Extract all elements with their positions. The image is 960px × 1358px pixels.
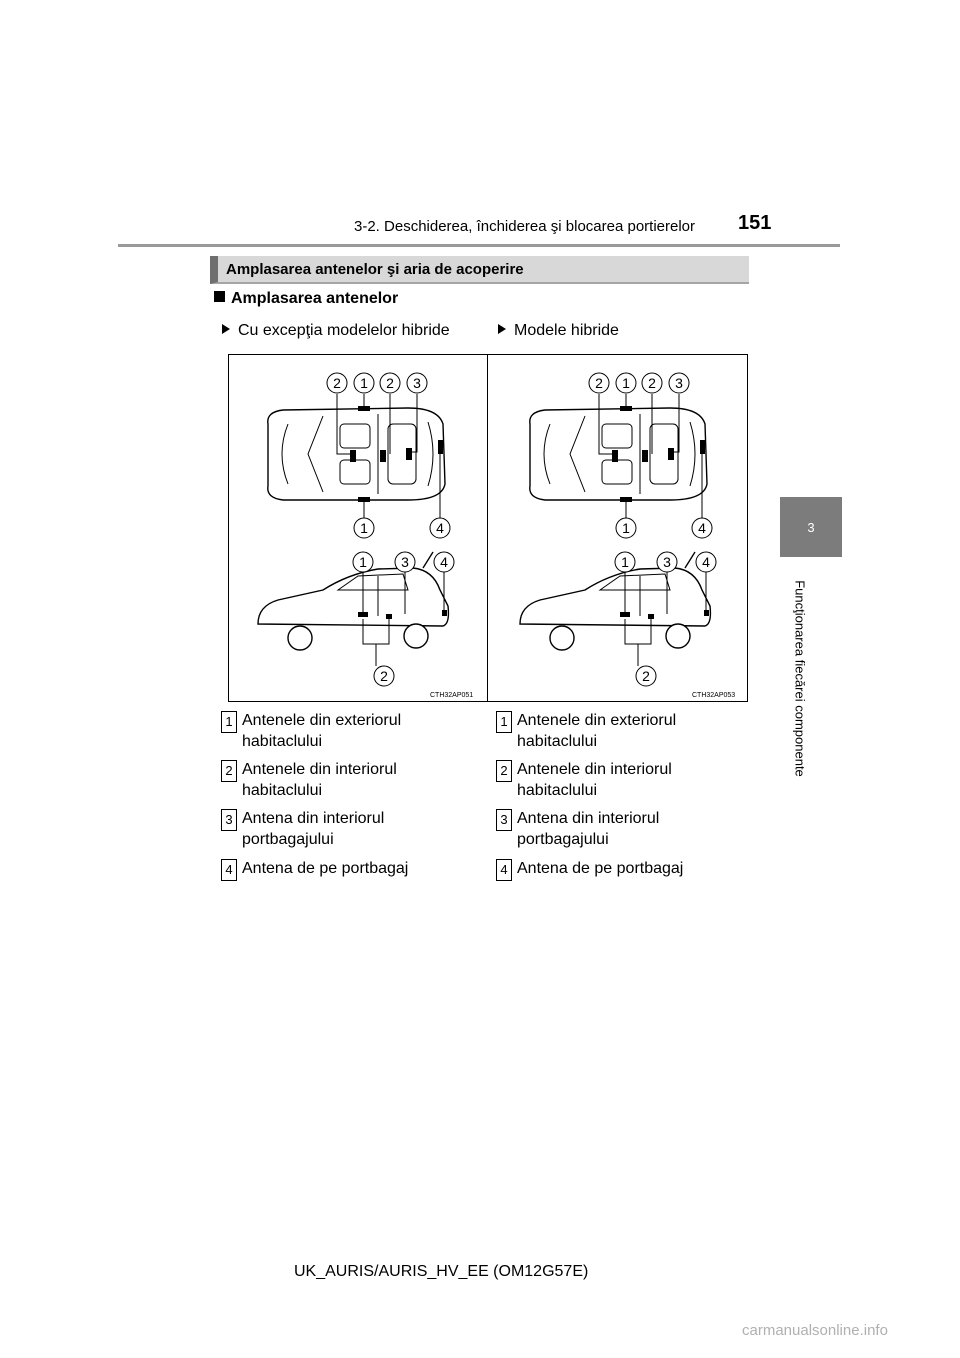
svg-text:3: 3 xyxy=(401,554,409,570)
svg-text:3: 3 xyxy=(663,554,671,570)
svg-text:3: 3 xyxy=(413,375,421,391)
legend-number: 2 xyxy=(496,760,512,782)
legend-text: Antenele din exteriorul habitaclului xyxy=(242,712,402,750)
callout-marker xyxy=(430,518,450,538)
callout-marker xyxy=(669,373,689,393)
chapter-tab xyxy=(780,497,842,557)
callout-marker xyxy=(636,666,656,686)
running-header: 3-2. Deschiderea, închiderea şi blocarea portierelor xyxy=(354,218,696,235)
square-bullet-icon xyxy=(214,291,225,302)
subsection-title: Amplasarea antenelor xyxy=(231,290,399,307)
column-label-non-hybrid xyxy=(222,322,450,340)
legend-number: 4 xyxy=(496,859,512,881)
column-label-hybrid xyxy=(498,322,619,340)
legend-number: 4 xyxy=(221,859,237,881)
callout-marker xyxy=(657,552,677,572)
svg-text:2: 2 xyxy=(642,668,650,684)
svg-text:2: 2 xyxy=(386,375,394,391)
callout-marker xyxy=(616,518,636,538)
legend-number: 1 xyxy=(496,711,512,733)
subsection-heading xyxy=(214,290,398,308)
watermark: carmanualsonline.info xyxy=(742,1322,888,1339)
callout-marker xyxy=(692,518,712,538)
svg-text:2: 2 xyxy=(333,375,341,391)
svg-text:4: 4 xyxy=(698,520,706,536)
column-label-text: Cu excepţia modelelor hibride xyxy=(238,322,450,339)
legend-text: Antena de pe portbagaj xyxy=(517,860,684,877)
callout-marker xyxy=(354,373,374,393)
triangle-bullet-icon xyxy=(498,324,506,334)
chapter-number: 3 xyxy=(807,519,815,535)
chapter-label-vertical xyxy=(785,566,808,796)
callout-marker xyxy=(696,552,716,572)
figure-code-left: CTH32AP051 xyxy=(430,692,474,699)
antenna-diagram xyxy=(228,354,748,702)
callout-marker xyxy=(395,552,415,572)
legend-text: Antenele din interiorul habitaclului xyxy=(517,761,672,799)
legend-text: Antenele din interiorul habitaclului xyxy=(242,761,397,799)
legend-text: Antenele din exteriorul habitaclului xyxy=(517,712,677,750)
svg-text:1: 1 xyxy=(359,554,367,570)
page-number: 151 xyxy=(738,212,772,234)
chapter-label: Funcţionarea fiecărei componente xyxy=(792,580,808,777)
figure-code-right: CTH32AP053 xyxy=(692,692,736,699)
legend-text: Antena din interiorul portbagajului xyxy=(242,810,385,848)
section-title: Amplasarea antenelor şi aria de acoperire xyxy=(226,261,524,278)
svg-text:2: 2 xyxy=(595,375,603,391)
svg-text:1: 1 xyxy=(622,520,630,536)
svg-text:1: 1 xyxy=(360,520,368,536)
svg-text:4: 4 xyxy=(702,554,710,570)
legend-text: Antena de pe portbagaj xyxy=(242,860,409,877)
callout-marker xyxy=(434,552,454,572)
callout-marker xyxy=(589,373,609,393)
legend-number: 1 xyxy=(221,711,237,733)
callout-marker xyxy=(374,666,394,686)
callout-marker xyxy=(354,518,374,538)
svg-text:1: 1 xyxy=(360,375,368,391)
callout-marker xyxy=(353,552,373,572)
svg-text:3: 3 xyxy=(675,375,683,391)
legend-text: Antena din interiorul portbagajului xyxy=(517,810,660,848)
column-label-text: Modele hibride xyxy=(514,322,619,339)
callout-marker xyxy=(642,373,662,393)
model-code-footer: UK_AURIS/AURIS_HV_EE (OM12G57E) xyxy=(294,1263,589,1280)
callout-marker xyxy=(380,373,400,393)
svg-text:4: 4 xyxy=(436,520,444,536)
header-divider xyxy=(118,244,840,247)
svg-text:2: 2 xyxy=(380,668,388,684)
svg-text:1: 1 xyxy=(621,554,629,570)
legend-number: 2 xyxy=(221,760,237,782)
legend-number: 3 xyxy=(496,809,512,831)
svg-text:1: 1 xyxy=(622,375,630,391)
callout-marker xyxy=(327,373,347,393)
callout-marker xyxy=(615,552,635,572)
callout-marker xyxy=(407,373,427,393)
svg-text:4: 4 xyxy=(440,554,448,570)
callout-marker xyxy=(616,373,636,393)
triangle-bullet-icon xyxy=(222,324,230,334)
svg-text:2: 2 xyxy=(648,375,656,391)
legend-number: 3 xyxy=(221,809,237,831)
